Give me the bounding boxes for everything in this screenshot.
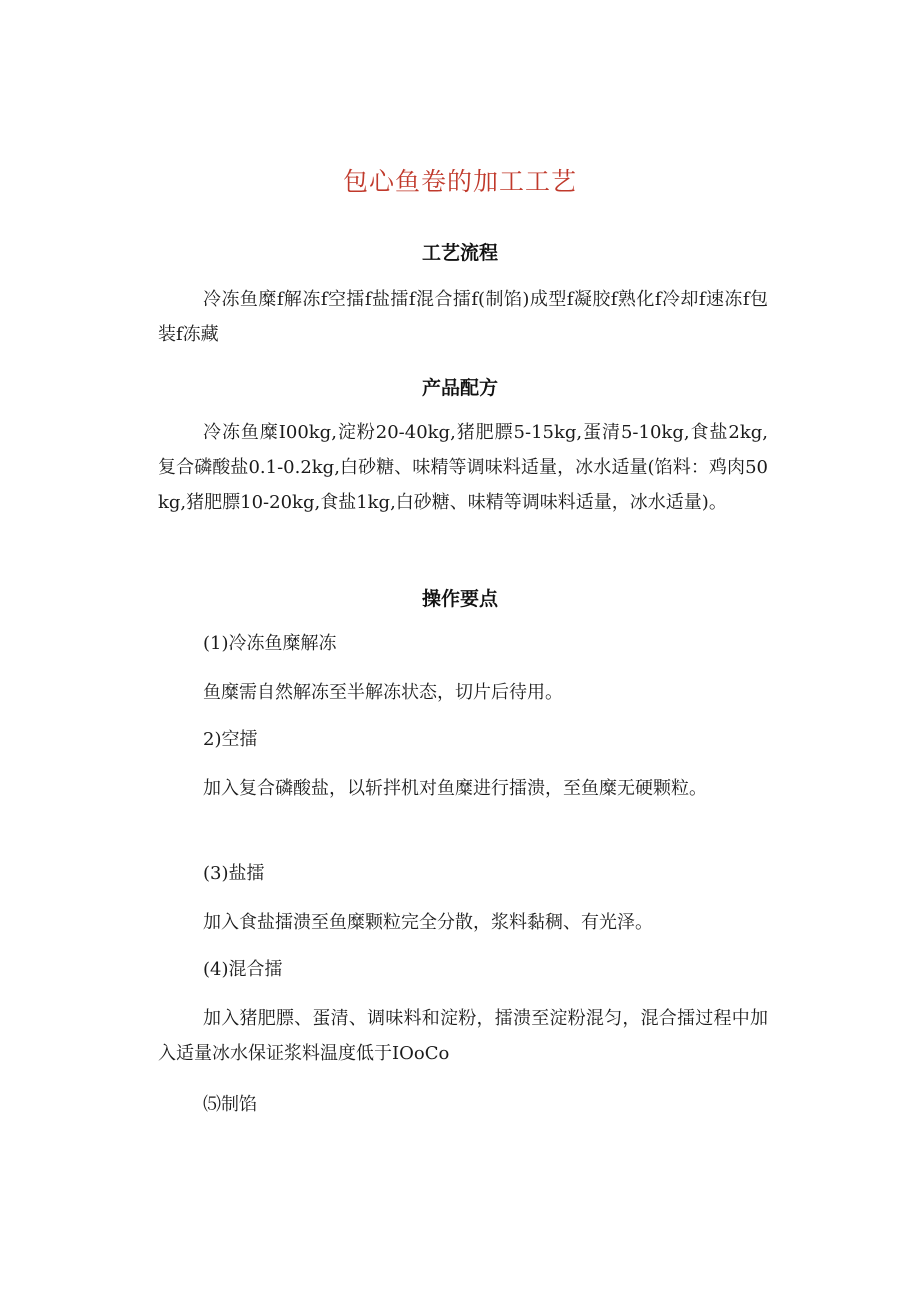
process-flow-text: 冷冻鱼糜f解冻f空擂f盐擂f混合擂f(制馅)成型f凝胶f熟化f冷却f速冻f包装f冻藏 (158, 289, 768, 345)
step-4-label: (4)混合擂 (203, 959, 283, 980)
step-5-label: ⑸制馅 (203, 1094, 257, 1115)
formula-text: 冷冻鱼糜I00kg,淀粉20-40kg,猪肥膘5-15kg,蛋清5-10kg,食盐2kg,复合磷酸盐0.1-0.2kg,白砂糖、味精等调味料适量，冰水适量(馅料：鸡肉50kg,猪肥膘10-20kg,食盐1kg,白砂糖、味精等调味料适量，冰水适量)。 (158, 422, 768, 513)
step-3-label: (3)盐擂 (203, 863, 265, 884)
step-2-label: 2)空擂 (203, 729, 258, 750)
document-title: 包心鱼卷的加工工艺 (342, 167, 577, 196)
step-1-text: 鱼糜需自然解冻至半解冻状态，切片后待用。 (203, 682, 563, 703)
step-3-text: 加入食盐擂溃至鱼糜颗粒完全分散，浆料黏稠、有光泽。 (203, 912, 653, 933)
section-heading-process: 工艺流程 (421, 242, 498, 264)
section-heading-formula: 产品配方 (421, 377, 498, 399)
step-4-text: 加入猪肥膘、蛋清、调味料和淀粉，擂溃至淀粉混匀，混合擂过程中加入适量冰水保证浆料温度低于IOoCo (158, 1008, 768, 1064)
step-2-text: 加入复合磷酸盐，以斩拌机对鱼糜进行擂溃，至鱼糜无硬颗粒。 (203, 778, 707, 799)
step-1-label: (1)冷冻鱼糜解冻 (203, 633, 337, 654)
section-heading-key-points: 操作要点 (421, 588, 498, 610)
